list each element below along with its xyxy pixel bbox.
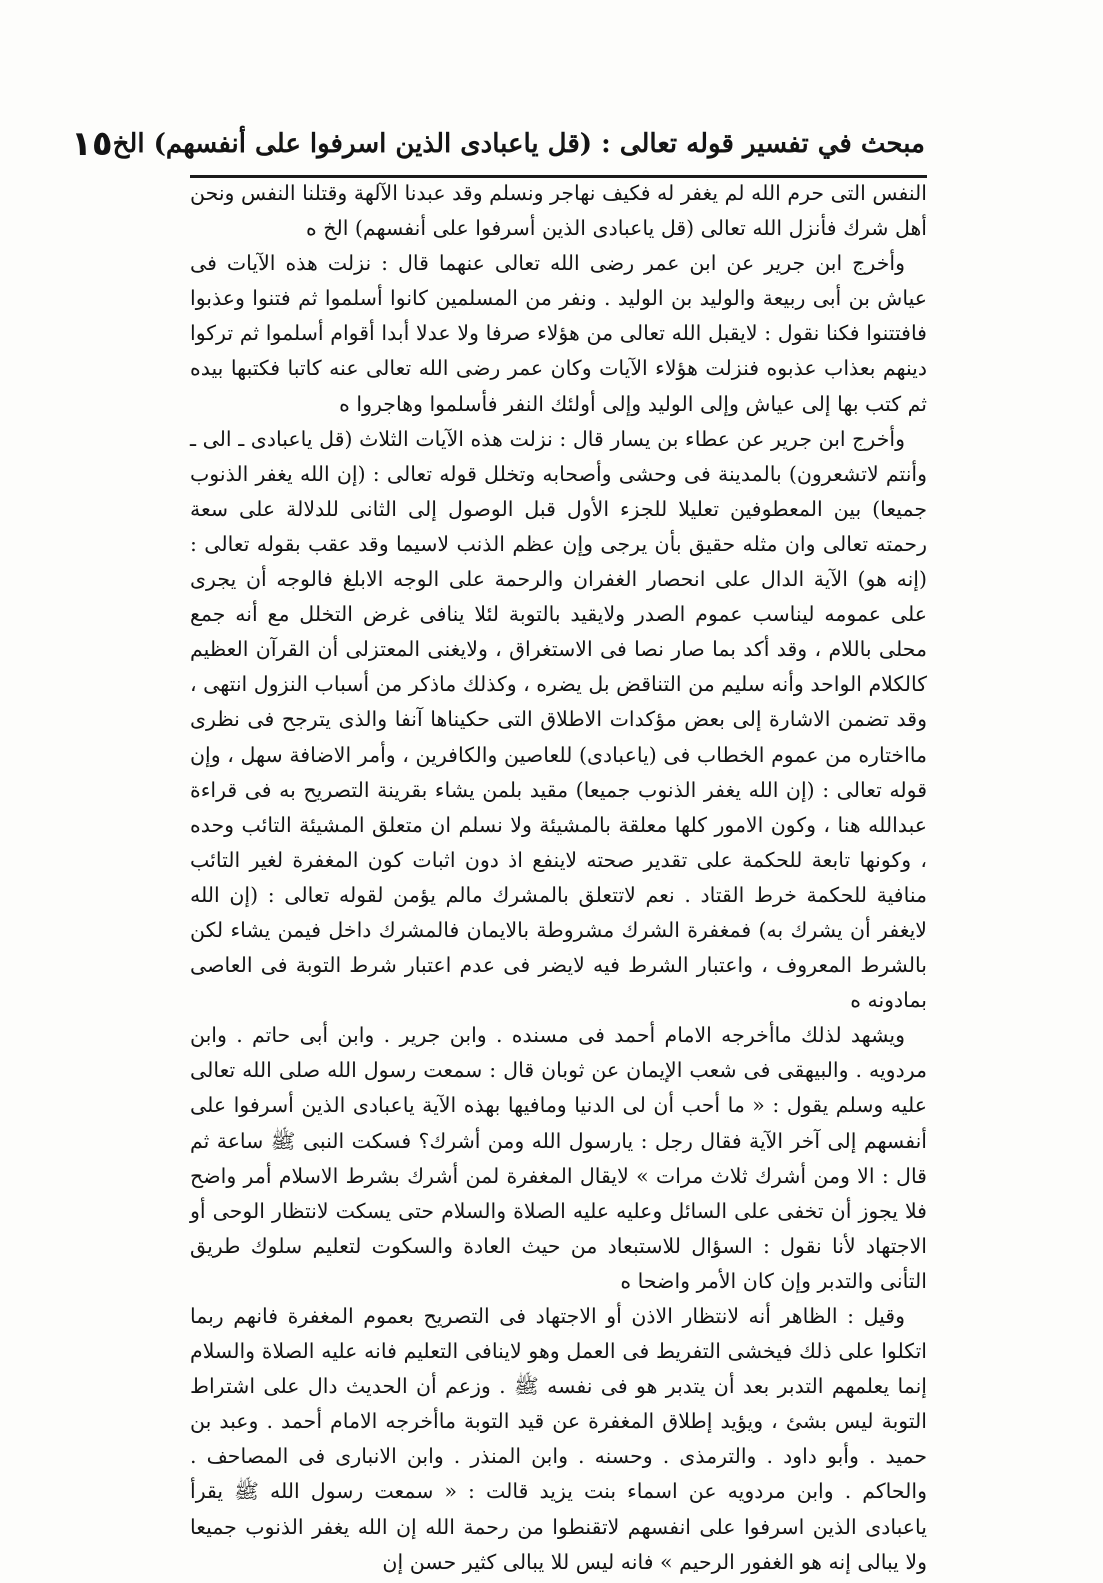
paragraph: وقيل : الظاهر أنه لانتظار الاذن أو الاجتهاد فى التصريح بعموم المغفرة فانهم ربما اتكلوا على ذلك فيخشى التفريط فى العمل وهو لاينافى التعليم فانه عليه الصلاة والسلام إنما يعلمهم التدبر بعد أن يتدبر هو فى نفسه ﷺ . وزعم أن الحديث دال على اشتراط التوبة ليس بشئ ، ويؤيد إطلاق المغفرة عن قيد التوبة ماأخرجه الامام أحمد . وعبد بن حميد . وأبو داود . والترمذى . وحسنه . وابن المنذر . وابن الانبارى فى المصاحف . والحاكم . وابن مردويه عن اسماء بنت يزيد قالت : « سمعت رسول الله ﷺ يقرأ ياعبادى الذين اسرفوا على انفسهم لاتقنطوا من رحمة الله إن الله يغفر الذنوب جميعا ولا يبالى إنه هو الغفور الرحيم » فانه ليس للا يبالى كثير حسن إن [190,1304,927,1574]
header-title: مبحث في تفسير قوله تعالى : (قل ياعبادى الذين اسرفوا على أنفسهم) الخ [112,129,925,159]
paragraph: النفس التى حرم الله لم يغفر له فكيف نهاجر ونسلم وقد عبدنا الآلهة وقتلنا النفس ونحن أهل شرك فأنزل الله تعالى (قل ياعبادى الذين أسرفوا على أنفسهم) الخ ه [190,181,927,241]
paragraph: ويشهد لذلك ماأخرجه الامام أحمد فى مسنده . وابن جرير . وابن أبى حاتم . وابن مردويه . والبيهقى فى شعب الإيمان عن ثوبان قال : سمعت رسول الله صلى الله تعالى عليه وسلم يقول : « ما أحب أن لى الدنيا ومافيها بهذه الآية ياعبادى الذين أسرفوا على أنفسهم إلى آخر الآية فقال رجل : يارسول الله ومن أشرك؟ فسكت النبى ﷺ ساعة ثم قال : الا ومن أشرك ثلاث مرات » لايقال المغفرة لمن أشرك بشرط الاسلام أمر واضح فلا يجوز أن تخفى على السائل وعليه عليه الصلاة والسلام حتى يسكت لانتظار الوحى أو الاجتهاد لأنا نقول : السؤال للاستبعاد من حيث العادة والسكوت لتعليم سلوك طريق التأنى والتدبر وإن كان الأمر واضحا ه [190,1023,927,1293]
running-header [71,115,925,173]
body-text [190,176,927,1580]
page-number: ١٥ [71,124,113,164]
paragraph: وأخرج ابن جرير عن عطاء بن يسار قال : نزلت هذه الآيات الثلاث (قل ياعبادى ـ الى ـ وأنتم لاتشعرون) بالمدينة فى وحشى وأصحابه وتخلل قوله تعالى : (إن الله يغفر الذنوب جميعا) بين المعطوفين تعليلا للجزء الأول قبل الوصول إلى الثانى للدلالة على سعة رحمته تعالى وان مثله حقيق بأن يرجى وإن عظم الذنب لاسيما وقد عقب بقوله تعالى : (إنه هو) الآية الدال على انحصار الغفران والرحمة على الوجه الابلغ فالوجه أن يجرى على عمومه ليناسب عموم الصدر ولايقيد بالتوبة لئلا ينافى غرض التخلل مع أنه جمع محلى باللام ، وقد أكد بما صار نصا فى الاستغراق ، ولايغنى المعتزلى أن القرآن العظيم كالكلام الواحد وأنه سليم من التناقض بل يضره ، وكذلك ماذكر من أسباب النزول انتهى ، وقد تضمن الاشارة إلى بعض مؤكدات الاطلاق التى حكيناها آنفا والذى يترجح فى نظرى مااختاره من عموم الخطاب فى (ياعبادى) للعاصين والكافرين ، وأمر الاضافة سهل ، وإن قوله تعالى : (إن الله يغفر الذنوب جميعا) مقيد بلمن يشاء بقرينة التصريح به فى قراءة عبدالله هنا ، وكون الامور كلها معلقة بالمشيئة ولا نسلم ان متعلق المشيئة التائب وحده ، وكونها تابعة للحكمة على تقدير صحته لاينفع اذ دون اثبات كون المغفرة لغير التائب منافية للحكمة خرط القتاد . نعم لاتتعلق بالمشرك مالم يؤمن لقوله تعالى : (إن الله لايغفر أن يشرك به) فمغفرة الشرك مشروطة بالايمان فالمشرك داخل فيمن يشاء لكن بالشرط المعروف ، واعتبار الشرط فيه لايضر فى عدم اعتبار شرط التوبة فى العاصى بمادونه ه [190,426,927,1013]
paragraph: وأخرج ابن جرير عن ابن عمر رضى الله تعالى عنهما قال : نزلت هذه الآيات فى عياش بن أبى ربيعة والوليد بن الوليد . ونفر من المسلمين كانوا أسلموا ثم فتنوا وعذبوا فافتتنوا فكنا نقول : لايقبل الله تعالى من هؤلاء صرفا ولا عدلا أبدا أقوام أسلموا ثم تركوا دينهم بعذاب عذبوه فنزلت هؤلاء الآيات وكان عمر رضى الله تعالى عنه كاتبا فكتبها بيده ثم كتب بها إلى عياش وإلى الوليد وإلى أولئك النفر فأسلموا وهاجروا ه [190,251,927,416]
